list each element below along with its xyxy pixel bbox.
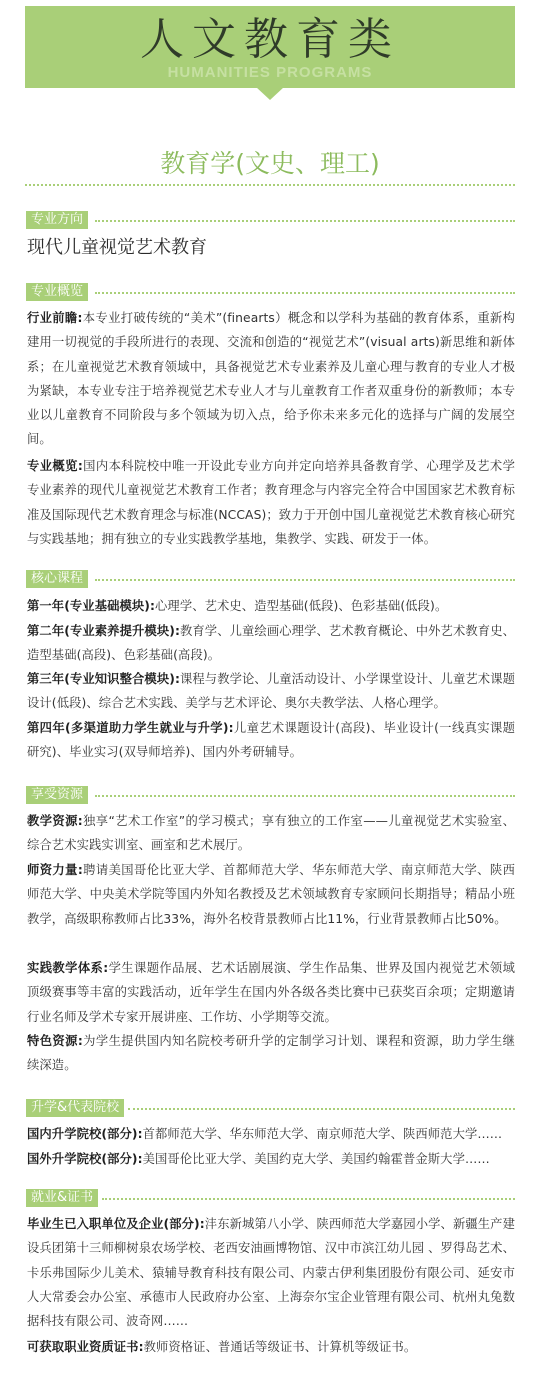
section-tag-further-study: 升学&代表院校: [26, 1099, 124, 1117]
item-text: 课程与教学论、儿童活动设计、小学课堂设计、儿童艺术课题设计(低段)、综合艺术实践、美学与艺术评论、奥尔夫教学法、人格心理学。: [27, 672, 515, 711]
item-text: 首都师范大学、华东师范大学、南京师范大学、陕西师范大学……: [142, 1127, 503, 1141]
resource-paragraph: [27, 1029, 515, 1078]
title-banner: [25, 6, 515, 88]
section-divider: [95, 292, 515, 294]
section-divider: [128, 1108, 515, 1110]
banner-title: 人文教育类: [140, 14, 400, 65]
course-paragraph: [27, 594, 515, 618]
overview-paragraph: [27, 306, 515, 452]
item-text: 教育学、儿童绘画心理学、艺术教育概论、中外艺术教育史、造型基础(高段)、色彩基础(高段)。: [27, 624, 515, 663]
page-heading: 教育学(文史、理工): [160, 149, 380, 178]
section-tag-direction: 专业方向: [26, 211, 88, 229]
item-label: 国外升学院校(部分):: [27, 1152, 143, 1166]
item-label: 行业前瞻:: [27, 311, 83, 325]
item-text: 国内本科院校中唯一开设此专业方向并定向培养具备教育学、心理学及艺术学专业素养的现代儿童视觉艺术教育工作者；教育理念与内容完全符合中国国家艺术教育标准及国际现代艺术教育理念与标准(NCCAS)；致力于开创中国儿童视觉艺术教育核心研究与实践基地；拥有独立的专业实践教学基地，集教学、实践、研发于一体。: [27, 459, 515, 546]
item-text: 美国哥伦比亚大学、美国约克大学、美国约翰霍普金斯大学……: [142, 1152, 490, 1166]
section-tag-resources: 享受资源: [26, 786, 88, 804]
item-label: 毕业生已入职单位及企业(部分):: [27, 1217, 205, 1231]
heading-divider: [25, 184, 515, 186]
item-text: 为学生提供国内知名院校考研升学的定制学习计划、课程和资源，助力学生继续深造。: [27, 1034, 515, 1073]
item-text: 心理学、艺术史、造型基础(低段)、色彩基础(低段)。: [155, 599, 448, 613]
item-text: 儿童艺术课题设计(高段)、毕业设计(一线真实课题研究)、毕业实习(双导师培养)、国内外考研辅导。: [27, 721, 515, 760]
item-label: 第一年(专业基础模块):: [27, 599, 156, 613]
section-tag-overview: 专业概览: [26, 283, 88, 301]
item-label: 特色资源:: [27, 1034, 83, 1048]
section-divider: [95, 220, 515, 222]
item-label: 第四年(多渠道助力学生就业与升学):: [27, 721, 234, 735]
item-label: 专业概览:: [27, 459, 83, 473]
resource-paragraph: [27, 809, 515, 858]
item-label: 国内升学院校(部分):: [27, 1127, 143, 1141]
item-label: 第二年(专业素养提升模块):: [27, 624, 180, 638]
item-text: 本专业打破传统的“美术”(finearts）概念和以学科为基础的教育体系，重新构建用一切视觉的手段所进行的表现、交流和创造的“视觉艺术”(visual arts)新思维和新体系；在儿童视觉艺术教育领域中，具备视觉艺术专业素养及儿童心理与教育的专业人才极为紧缺，本专业专注于培养视觉艺术专业人才与儿童教育工作者双重身份的新教师；本专业以儿童教育不同阶段与多个领域为切入点，给予你未来多元化的选择与广阔的发展空间。: [27, 311, 515, 447]
item-text: 独享“艺术工作室”的学习模式；享有独立的工作室——儿童视觉艺术实验室、综合艺术实践实训室、画室和艺术展厅。: [27, 814, 516, 853]
further-study-paragraph: [27, 1122, 515, 1146]
section-tag-career: 就业&证书: [26, 1189, 98, 1207]
resource-paragraph: [27, 858, 515, 931]
career-paragraph: [27, 1212, 515, 1333]
major-name: 现代儿童视觉艺术教育: [27, 237, 207, 258]
item-label: 第三年(专业知识整合模块):: [27, 672, 180, 686]
career-paragraph: [27, 1335, 515, 1359]
course-paragraph: [27, 716, 515, 765]
section-tag-courses: 核心课程: [26, 570, 88, 588]
further-study-paragraph: [27, 1147, 515, 1171]
item-label: 教学资源:: [27, 814, 83, 828]
item-label: 可获取职业资质证书:: [27, 1340, 144, 1354]
item-text: 聘请美国哥伦比亚大学、首都师范大学、华东师范大学、南京师范大学、陕西师范大学、中央美术学院等国内外知名教授及艺术领域教育专家顾问长期指导；精品小班教学，高级职称教师占比33%，海外名校背景教师占比11%，行业背景教师占比50%。: [27, 863, 515, 926]
course-paragraph: [27, 667, 515, 716]
item-label: 师资力量:: [27, 863, 83, 877]
overview-paragraph: [27, 454, 515, 551]
banner-pointer: [256, 87, 284, 100]
section-divider: [95, 795, 515, 797]
item-text: 学生课题作品展、艺术话剧展演、学生作品集、世界及国内视觉艺术领域顶级赛事等丰富的实践活动，近年学生在国内外各级各类比赛中已获奖百余项；定期邀请行业名师及学术专家开展讲座、工作坊、小学期等交流。: [27, 961, 515, 1024]
item-label: 实践教学体系:: [27, 961, 109, 975]
section-divider: [102, 1198, 515, 1200]
resource-paragraph: [27, 956, 515, 1029]
item-text: 教师资格证、普通话等级证书、计算机等级证书。: [143, 1340, 417, 1354]
item-text: 沣东新城第八小学、陕西师范大学嘉园小学、新疆生产建设兵团第十三师柳树泉农场学校、老西安油画博物馆、汉中市滨江幼儿园 、罗得岛艺术、卡乐弗国际少儿美术、猿辅导教育科技有限公司、内蒙古伊利集团股份有限公司、延安市人大常委会办公室、承德市人民政府办公室、上海奈尔宝企业管理有限公司、杭州丸兔数据科技有限公司、波奇网……: [27, 1217, 515, 1329]
banner-subtitle: HUMANITIES PROGRAMS: [167, 64, 373, 81]
course-paragraph: [27, 619, 515, 668]
section-divider: [95, 579, 515, 581]
